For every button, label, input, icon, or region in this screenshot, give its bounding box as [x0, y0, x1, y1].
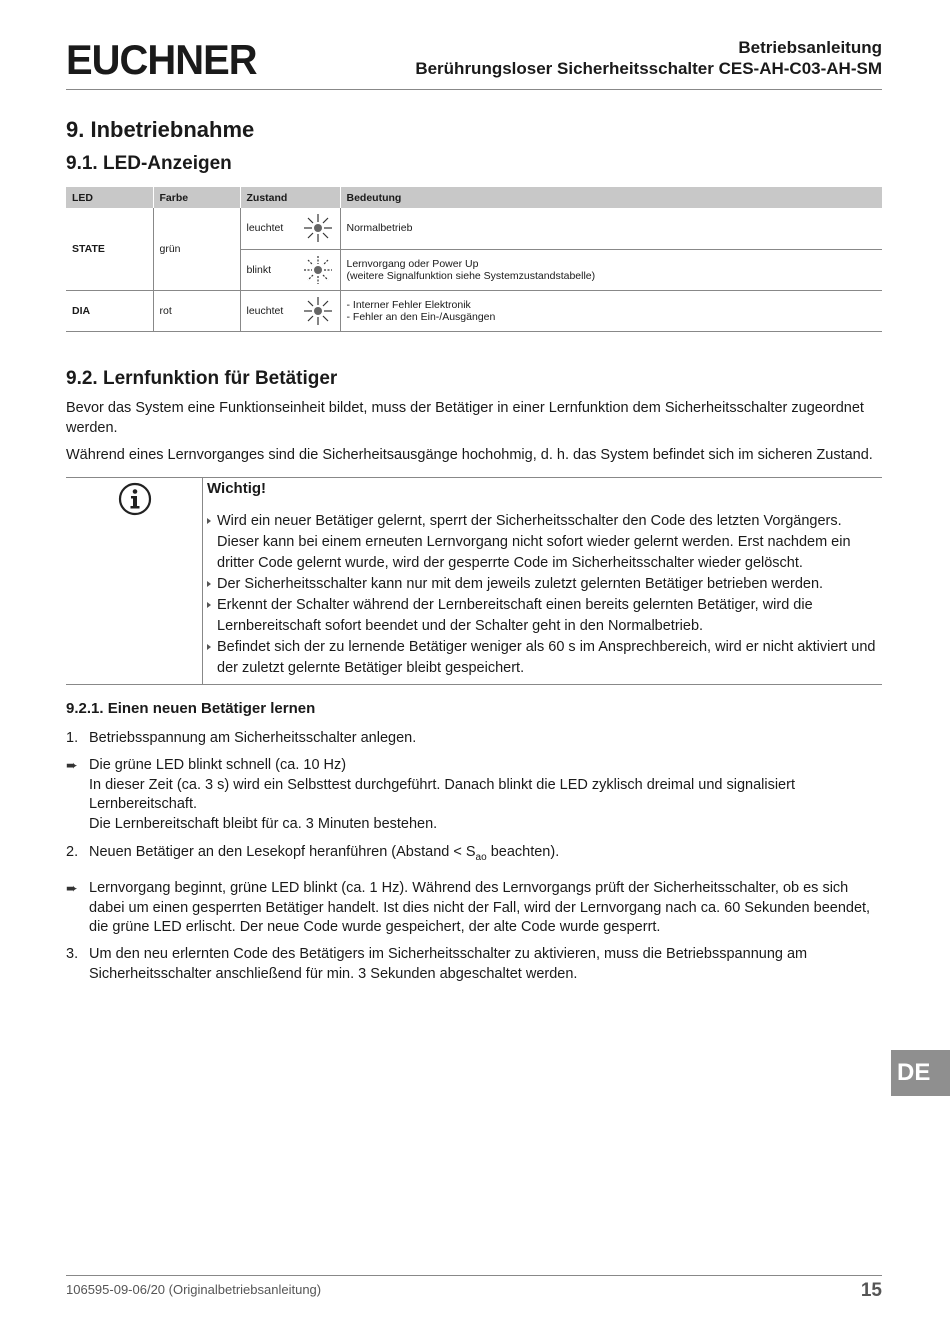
result-2 — [66, 879, 884, 938]
col-header-led: LED — [66, 187, 153, 208]
led-on-icon — [302, 212, 334, 244]
bullet-triangle-icon — [207, 581, 211, 587]
led-name: DIA — [66, 290, 153, 331]
footer-divider — [66, 1275, 882, 1276]
led-state-cell — [240, 208, 340, 249]
led-meaning-line2: - Fehler an den Ein-/Ausgängen — [346, 310, 496, 323]
bullet-triangle-icon — [207, 644, 211, 650]
led-blink-icon — [302, 254, 334, 286]
step-number: 2. — [66, 844, 79, 860]
section-heading-9-2-1: 9.2.1. Einen neuen Betätiger lernen — [66, 700, 316, 717]
list-item — [207, 574, 879, 595]
paragraph-safe-state: Während eines Lernvorganges sind die Sicherheitsausgänge hochohmig, d. h. das System befindet sich im sicheren Zustand. — [66, 447, 873, 463]
led-state: leuchtet — [246, 222, 284, 235]
result-1 — [66, 756, 884, 834]
led-color: rot — [153, 290, 240, 331]
note-item-text: Wird ein neuer Betätiger gelernt, sperrt der Sicherheitsschalter den Code des letzten Vorgängers. Dieser kann bei einem erneuten Lernvorgang nicht sofort wieder gelernt werden. Erst nachdem ein dritter Code gelernt wurde, wird der gesperrte Code im Sicherheitsschalter wieder gelöscht. — [217, 513, 851, 571]
led-table — [66, 187, 882, 332]
header-divider — [66, 89, 882, 90]
led-state: leuchtet — [246, 304, 284, 317]
subscript-ao: ao — [475, 851, 487, 863]
step-2 — [66, 843, 884, 867]
step-text: Betriebsspannung am Sicherheitsschalter anlegen. — [89, 730, 417, 746]
arrow-right-icon: ➨ — [66, 880, 78, 896]
led-table-header — [66, 187, 882, 208]
led-state-cell — [240, 249, 340, 290]
list-item — [207, 595, 879, 637]
step-number: 3. — [66, 946, 79, 962]
doc-title-line1: Betriebsanleitung — [738, 38, 882, 57]
led-meaning-line1: Normalbetrieb — [346, 222, 413, 235]
step-text-main: Neuen Betätiger an den Lesekopf heranführen (Abstand < S — [89, 844, 476, 860]
doc-title-line2: Berührungsloser Sicherheitsschalter CES-AH-C03-AH-SM — [415, 59, 882, 78]
note-top-rule — [66, 477, 882, 478]
euchner-logo: EUCHNER — [66, 36, 257, 83]
led-state-cell — [240, 290, 340, 331]
result-text: Lernvorgang beginnt, grüne LED blinkt (ca. 1 Hz). Während des Lernvorgangs prüft der Sicherheitsschalter, ob es sich dabei um einen gesperrten Betätiger handelt. Ist dies nicht der Fall, wird der Lernvorgang nach ca. 60 Sekunden beendet, die grüne LED erlischt. Der neue Code wurde gespeichert, der alte Code wurde gesperrt. — [89, 880, 871, 935]
step-text-tail: beachten). — [486, 844, 560, 860]
bullet-triangle-icon — [207, 518, 211, 524]
note-list — [207, 511, 879, 679]
led-state: blinkt — [246, 263, 272, 276]
led-meaning — [340, 208, 882, 249]
note-divider — [202, 477, 203, 685]
section-heading-9-1: 9.1. LED-Anzeigen — [66, 153, 232, 174]
table-row — [66, 208, 882, 249]
col-header-farbe: Farbe — [153, 187, 240, 208]
led-meaning-line1: Lernvorgang oder Power Up — [346, 257, 479, 270]
note-item-text: Der Sicherheitsschalter kann nur mit dem jeweils zuletzt gelernten Betätiger betrieben werden. — [217, 576, 824, 592]
led-meaning — [340, 249, 882, 290]
result-line: Die grüne LED blinkt schnell (ca. 10 Hz) — [89, 757, 347, 773]
bullet-triangle-icon — [207, 602, 211, 608]
note-item-text: Erkennt der Schalter während der Lernbereitschaft einen bereits gelernten Betätiger, wird die Lernbereitschaft sofort beendet und der Schalter geht in den Normalbetrieb. — [217, 597, 813, 634]
col-header-zustand: Zustand — [240, 187, 340, 208]
arrow-right-icon: ➨ — [66, 757, 78, 773]
paragraph-intro: Bevor das System eine Funktionseinheit bildet, muss der Betätiger in einer Lernfunktion dem Sicherheitsschalter zugeordnet werden. — [66, 400, 864, 436]
page-number: 15 — [860, 1280, 882, 1301]
list-item — [207, 637, 879, 679]
led-meaning — [340, 290, 882, 331]
step-1 — [66, 729, 884, 749]
note-heading: Wichtig! — [207, 480, 267, 497]
step-3 — [66, 945, 884, 984]
led-on-icon — [302, 295, 334, 327]
info-icon — [118, 482, 152, 516]
led-meaning-line1: - Interner Fehler Elektronik — [346, 298, 471, 311]
led-meaning-line2: (weitere Signalfunktion siehe Systemzustandstabelle) — [346, 269, 596, 282]
led-color: grün — [153, 208, 240, 290]
language-tab-de: DE — [891, 1050, 950, 1096]
table-row — [66, 290, 882, 331]
section-heading-9: 9. Inbetriebnahme — [66, 117, 255, 142]
step-text — [89, 843, 884, 867]
step-number: 1. — [66, 730, 79, 746]
result-line: In dieser Zeit (ca. 3 s) wird ein Selbsttest durchgeführt. Danach blinkt die LED zyklisch dreimal und signalisiert Lernbereitschaft. — [89, 776, 795, 812]
note-bottom-rule — [66, 684, 882, 685]
led-name: STATE — [66, 208, 153, 290]
result-line: Die Lernbereitschaft bleibt für ca. 3 Minuten bestehen. — [89, 815, 438, 832]
list-item — [207, 511, 879, 574]
section-heading-9-2: 9.2. Lernfunktion für Betätiger — [66, 368, 338, 389]
footer-doc-number: 106595-09-06/20 (Originalbetriebsanleitung) — [66, 1282, 322, 1297]
col-header-bedeutung: Bedeutung — [340, 187, 882, 208]
step-text: Um den neu erlernten Code des Betätigers im Sicherheitsschalter zu aktivieren, muss die Betriebsspannung am Sicherheitsschalter anschließend für min. 3 Sekunden abgeschaltet werden. — [89, 946, 808, 982]
note-item-text: Befindet sich der zu lernende Betätiger weniger als 60 s im Ansprechbereich, wird er nicht aktiviert und der zuletzt gelernte Betätiger bleibt gespeichert. — [217, 639, 876, 676]
